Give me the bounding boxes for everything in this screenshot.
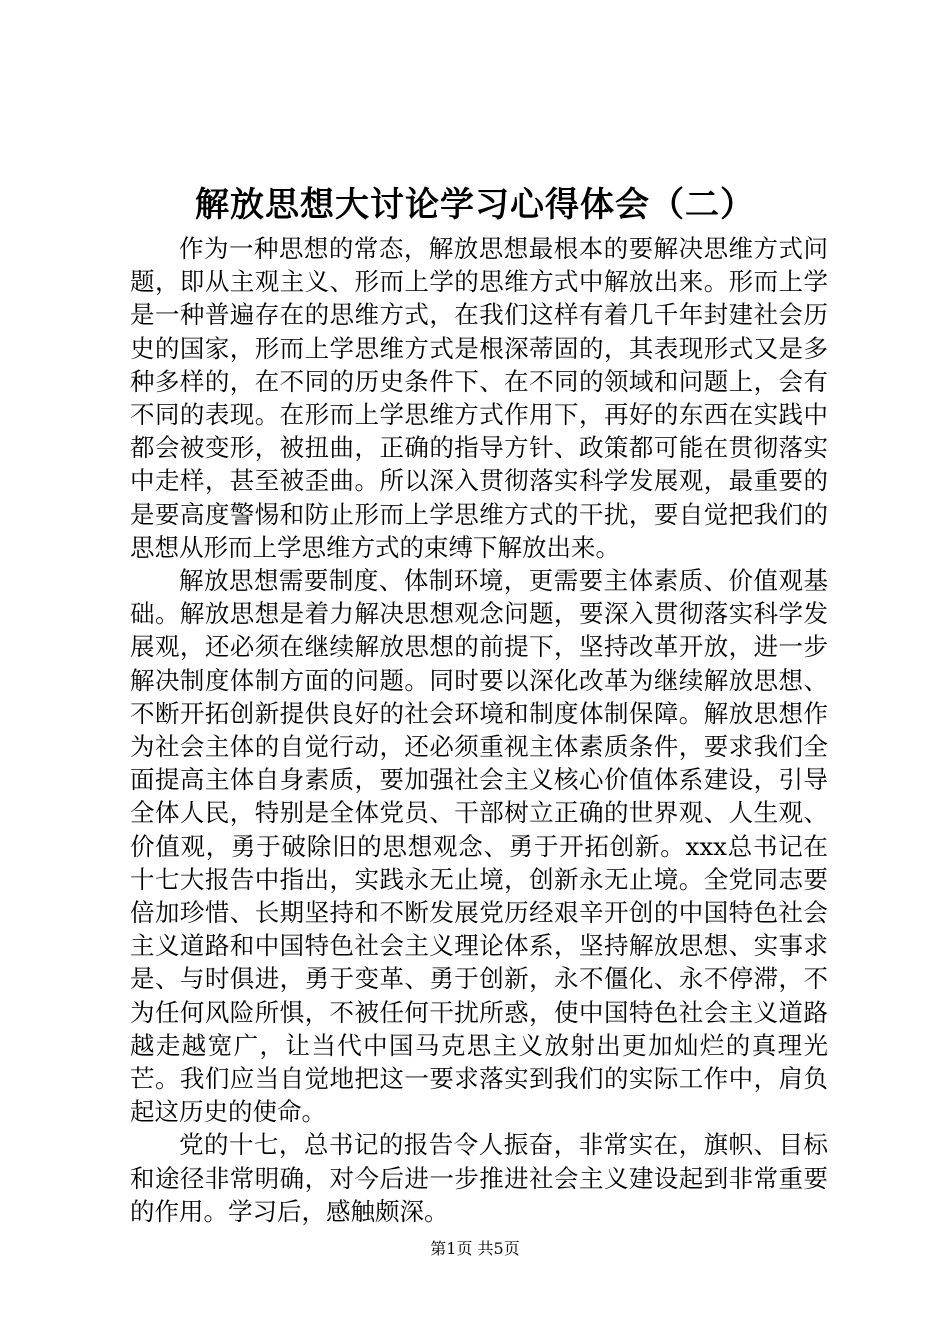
paragraph-3: 党的十七，总书记的报告令人振奋，非常实在，旗帜、目标和途径非常明确，对今后进一步推进社会主义建设起到非常重要的作用。学习后，感触颇深。	[130, 1130, 828, 1226]
page-number-footer: 第1页 共5页	[430, 1239, 520, 1258]
document-title: 解放思想大讨论学习心得体会（二）	[195, 185, 755, 225]
paragraph-2: 解放思想需要制度、体制环境，更需要主体素质、价值观基础。解放思想是着力解决思想观念问题，要深入贯彻落实科学发展观，还必须在继续解放思想的前提下，坚持改革开放，进一步解决制度体制方面的问题。同时要以深化改革为继续解放思想、不断开拓创新提供良好的社会环境和制度体制保障。解放思想作为社会主体的自觉行动，还必须重视主体素质条件，要求我们全面提高主体自身素质，要加强社会主义核心价值体系建设，引导全体人民，特别是全体党员、干部树立正确的世界观、人生观、价值观，勇于破除旧的思想观念、勇于开拓创新。xxx总书记在十七大报告中指出，实践永无止境，创新永无止境。全党同志要倍加珍惜、长期坚持和不断发展党历经艰辛开创的中国特色社会主义道路和中国特色社会主义理论体系，坚持解放思想、实事求是、与时俱进，勇于变革、勇于创新，永不僵化、永不停滞，不为任何风险所惧，不被任何干扰所惑，使中国特色社会主义道路越走越宽广，让当代中国马克思主义放射出更加灿烂的真理光芒。我们应当自觉地把这一要求落实到我们的实际工作中，肩负起这历史的使命。	[130, 566, 828, 1127]
paragraph-1: 作为一种思想的常态，解放思想最根本的要解决思维方式问题，即从主观主义、形而上学的思维方式中解放出来。形而上学是一种普遍存在的思维方式，在我们这样有着几千年封建社会历史的国家，形而上学思维方式是根深蒂固的，其表现形式又是多种多样的，在不同的历史条件下、在不同的领域和问题上，会有不同的表现。在形而上学思维方式作用下，再好的东西在实践中都会被变形，被扭曲，正确的指导方针、政策都可能在贯彻落实中走样，甚至被歪曲。所以深入贯彻落实科学发展观，最重要的是要高度警惕和防止形而上学思维方式的干扰，要自觉把我们的思想从形而上学思维方式的束缚下解放出来。	[130, 234, 828, 562]
document-body	[130, 232, 828, 1228]
